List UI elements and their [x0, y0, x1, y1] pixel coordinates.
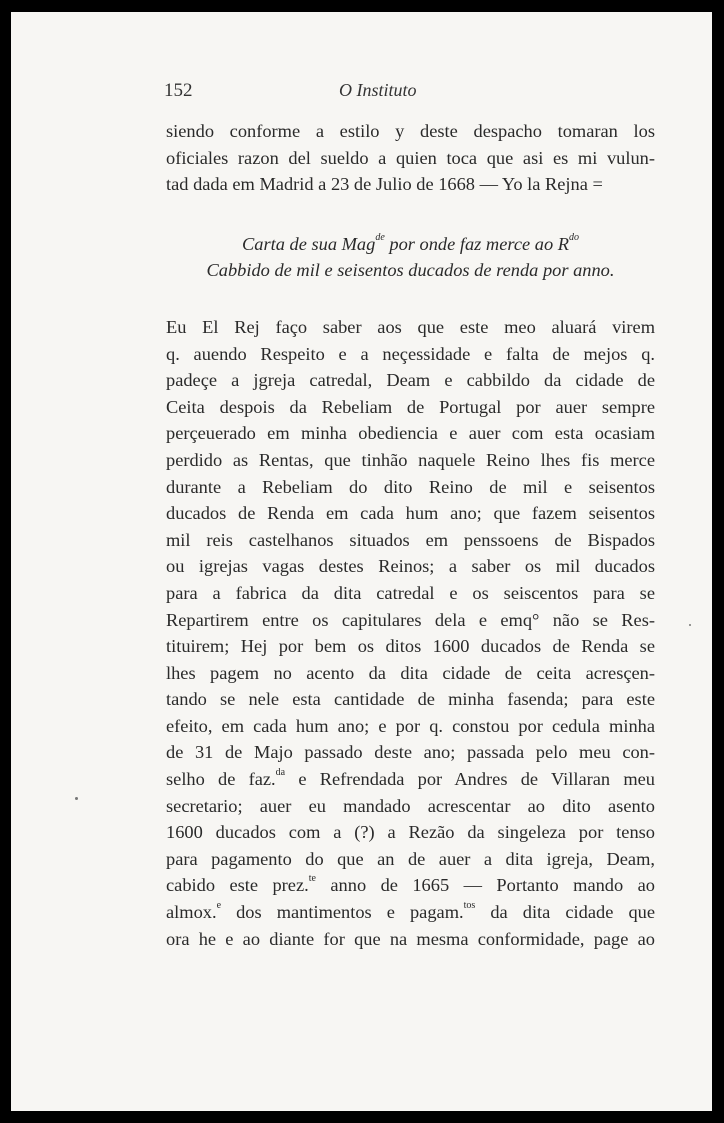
paper-speck — [689, 624, 691, 626]
text-run: dos mantimentos e pagam. — [221, 902, 464, 923]
page-header — [164, 80, 664, 110]
heading-line: Cabbido de mil e seisentos ducados de renda por anno. — [206, 260, 615, 281]
text-line: para pagamento do que an de auer a dita igreja, Deam, — [166, 848, 655, 869]
text-run: e Refrendada por Andres de Villaran meu — [285, 769, 655, 790]
text-run: anno de 1665 — Portanto mando ao — [315, 875, 655, 896]
text-line: q. auendo Respeito e a neçessidade e falta de mejos q. — [166, 343, 655, 364]
text-line — [166, 872, 655, 899]
text-line: ou igrejas vagas destes Reinos; a saber os mil ducados — [166, 556, 655, 577]
text-run: da dita cidade que — [475, 902, 655, 923]
text-line: oficiales razon del sueldo a quien toca que asi es mi vulun- — [166, 147, 655, 168]
text-line: padeçe a jgreja catredal, Deam e cabbildo da cidade de — [166, 370, 655, 391]
abbrev-superscript: e — [216, 900, 222, 912]
running-title: O Instituto — [339, 80, 417, 100]
abbrev-superscript: tos — [463, 900, 476, 912]
text-line: siendo conforme a estilo y deste despacho tomaran los — [166, 121, 655, 141]
text-line: perçeuerado em minha obediencia e auer com esta ocasiam — [166, 423, 655, 444]
text-line: Repartirem entre os capitulares dela e emq° não se Res- — [166, 609, 655, 630]
text-line: mil reis castelhanos situados em penssoens de Bispados — [166, 529, 655, 550]
heading-text: Carta de sua Mag — [241, 233, 376, 254]
text-run: selho de faz. — [166, 769, 276, 790]
text-line: lhes pagem no acento da dita cidade de ceita acresçen- — [166, 662, 655, 683]
text-line — [166, 899, 655, 926]
abbrev-superscript: de — [375, 231, 385, 243]
book-page — [11, 12, 712, 1111]
paragraph-2 — [166, 314, 655, 952]
text-line: para a fabrica da dita catredal e os seiscentos para se — [166, 582, 655, 603]
text-line: de 31 de Majo passado deste ano; passada pelo meu con- — [166, 742, 655, 763]
text-line — [166, 766, 655, 793]
text-line: ora he e ao diante for que na mesma conformidade, page ao — [166, 928, 655, 949]
text-line: tando se nele esta cantidade de minha fasenda; para este — [166, 689, 655, 710]
text-line: Ceita despois da Rebeliam de Portugal por auer sempre — [166, 396, 655, 417]
section-heading — [166, 231, 655, 284]
spacer — [166, 198, 655, 231]
text-line: durante a Rebeliam do dito Reino de mil e seisentos — [166, 476, 655, 497]
text-line: 1600 ducados com a (?) a Rezão da singeleza por tenso — [166, 822, 655, 843]
heading-line — [166, 231, 655, 258]
text-line: tituirem; Hej por bem os ditos 1600 ducados de Renda se — [166, 636, 655, 657]
abbrev-superscript: te — [308, 873, 316, 885]
text-line: Eu El Rej faço saber aos que este meo aluará virem — [166, 316, 655, 337]
paragraph-1 — [166, 118, 655, 198]
text-run: almox. — [166, 902, 217, 923]
page-number: 152 — [164, 80, 193, 101]
text-line: efeito, em cada hum ano; e por q. constou por cedula minha — [166, 715, 655, 736]
paper-speck — [75, 797, 78, 800]
text-line: secretario; auer eu mandado acrescentar ao dito asento — [166, 795, 655, 816]
text-line: perdido as Rentas, que tinhão naquele Reino lhes fis merce — [166, 449, 655, 470]
abbrev-superscript: do — [569, 231, 579, 243]
spacer — [166, 284, 655, 314]
body-text — [166, 118, 655, 952]
abbrev-superscript: da — [275, 767, 286, 779]
heading-text: por onde faz merce ao R — [384, 233, 569, 254]
text-line: ducados de Renda em cada hum ano; que fazem seisentos — [166, 503, 655, 524]
text-line: tad dada em Madrid a 23 de Julio de 1668 — Yo la Rejna = — [166, 174, 603, 195]
text-run: cabido este prez. — [166, 875, 309, 896]
